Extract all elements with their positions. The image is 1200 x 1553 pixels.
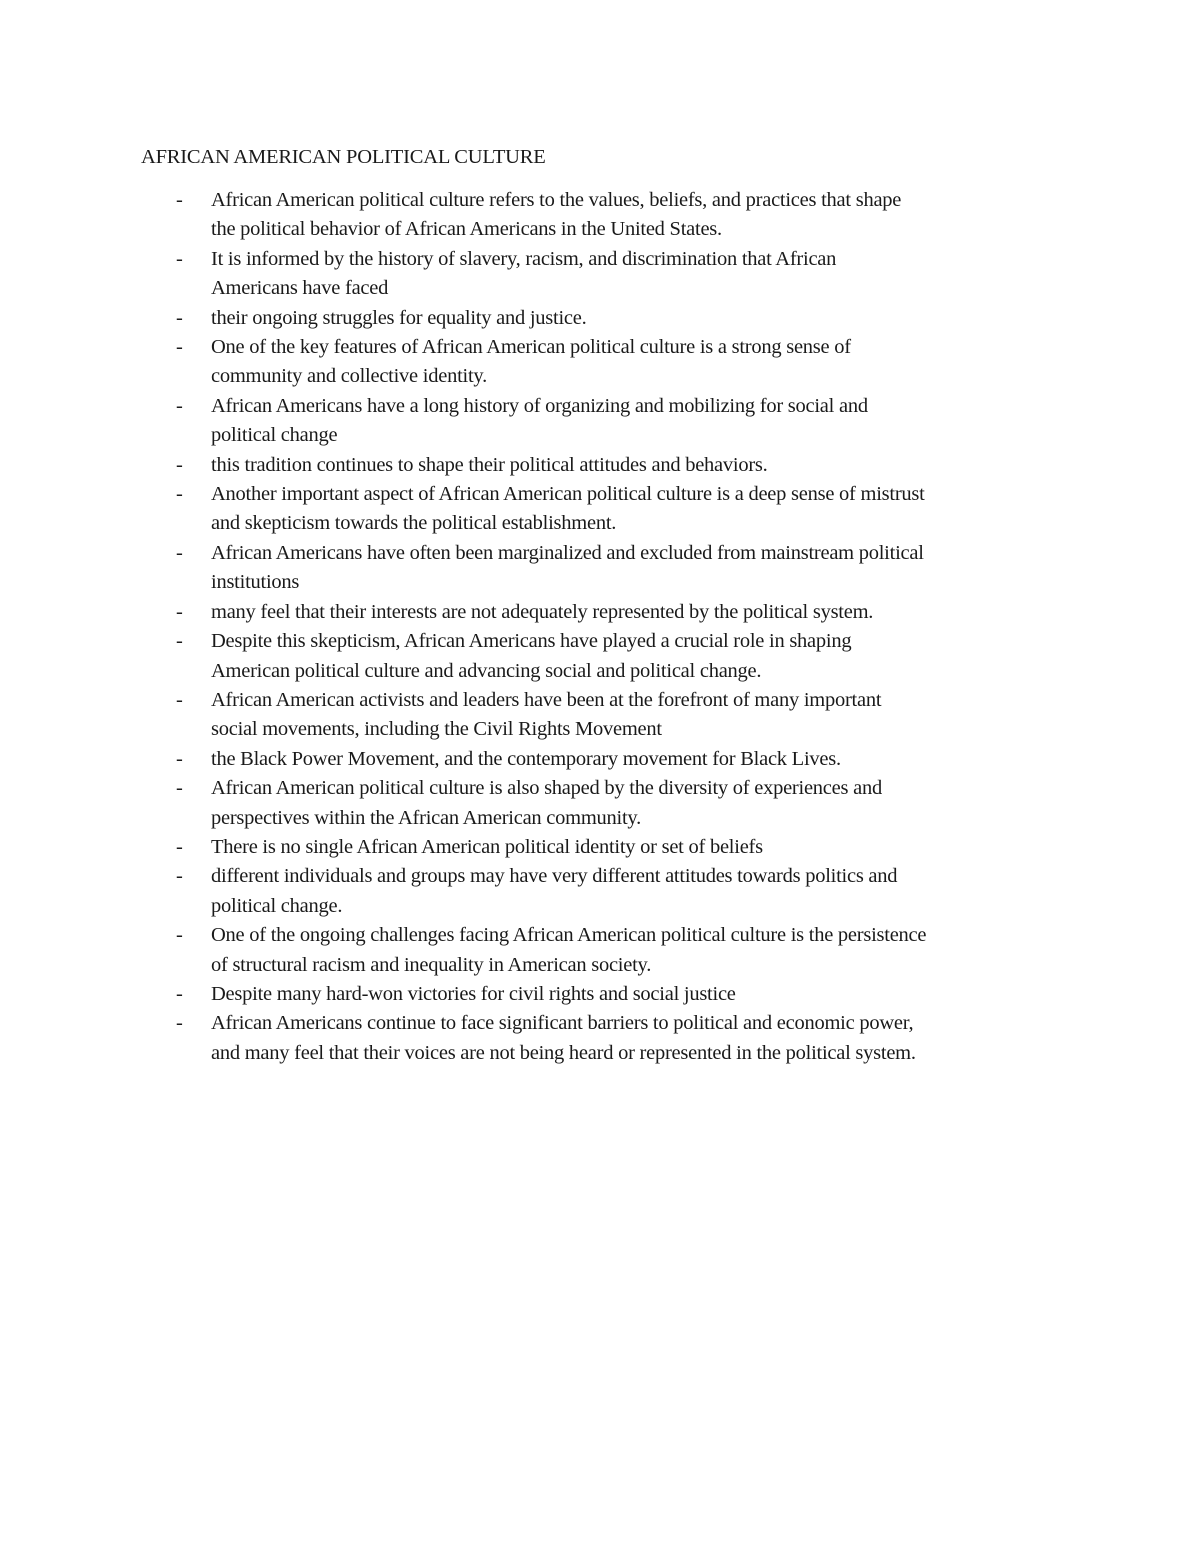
bullet-dash: - xyxy=(176,924,183,947)
list-item xyxy=(176,598,1076,627)
bullet-dash: - xyxy=(176,1012,183,1035)
list-item-text-line: different individuals and groups may have very different attitudes towards politics and xyxy=(211,865,898,888)
list-item xyxy=(176,921,1076,980)
list-item-text-line: African Americans have often been marginalized and excluded from mainstream political xyxy=(211,541,924,564)
bullet-dash: - xyxy=(176,747,183,770)
bullet-dash: - xyxy=(176,306,183,329)
list-item-text-line: social movements, including the Civil Rights Movement xyxy=(211,718,662,741)
list-item-text-line: Despite this skepticism, African Americans have played a crucial role in shaping xyxy=(211,630,852,653)
list-item-text-line: African Americans have a long history of organizing and mobilizing for social and xyxy=(211,394,868,417)
list-item-text-line: Another important aspect of African American political culture is a deep sense of mistrust xyxy=(211,483,925,506)
list-item-text-line: African American activists and leaders have been at the forefront of many important xyxy=(211,688,882,711)
list-item xyxy=(176,333,1076,392)
bullet-dash: - xyxy=(176,394,183,417)
list-item xyxy=(176,304,1076,333)
list-item xyxy=(176,833,1076,862)
list-item-text-line: community and collective identity. xyxy=(211,365,487,388)
list-item-text-line: Americans have faced xyxy=(211,277,389,300)
bullet-dash: - xyxy=(176,630,183,653)
list-item-text-line: African American political culture refers to the values, beliefs, and practices that shape xyxy=(211,189,902,211)
list-item xyxy=(176,539,1076,598)
list-item xyxy=(176,480,1076,539)
bullet-dash: - xyxy=(176,777,183,800)
list-item-text-line: the Black Power Movement, and the contemporary movement for Black Lives. xyxy=(211,747,841,770)
bullet-dash: - xyxy=(176,189,183,211)
list-item-text-line: One of the ongoing challenges facing African American political culture is the persistence xyxy=(211,924,927,947)
list-item-text-line: and skepticism towards the political establishment. xyxy=(211,512,617,535)
document-title: AFRICAN AMERICAN POLITICAL CULTURE xyxy=(141,146,546,168)
list-item-text-line: Despite many hard-won victories for civil rights and social justice xyxy=(211,982,736,1005)
list-item-text-line: many feel that their interests are not adequately represented by the political system. xyxy=(211,600,874,623)
bullet-dash: - xyxy=(176,688,183,711)
bullet-dash: - xyxy=(176,835,183,858)
list-item xyxy=(176,245,1076,304)
bullet-dash: - xyxy=(176,865,183,888)
list-item-text-line: perspectives within the African American community. xyxy=(211,806,641,829)
list-item-text-line: political change. xyxy=(211,894,343,917)
bullet-dash: - xyxy=(176,453,183,476)
list-item xyxy=(176,774,1076,833)
list-item xyxy=(176,862,1076,921)
list-item-text-line: the political behavior of African Americans in the United States. xyxy=(211,218,722,241)
bullet-list xyxy=(176,186,1076,1068)
list-item xyxy=(176,980,1076,1009)
bullet-dash: - xyxy=(176,600,183,623)
list-item xyxy=(176,627,1076,686)
list-item-text-line: this tradition continues to shape their political attitudes and behaviors. xyxy=(211,453,768,476)
list-item xyxy=(176,451,1076,480)
list-item-text-line: One of the key features of African American political culture is a strong sense of xyxy=(211,336,851,359)
bullet-dash: - xyxy=(176,483,183,506)
list-item-text-line: African American political culture is also shaped by the diversity of experiences and xyxy=(211,777,882,800)
list-item-text-line: There is no single African American political identity or set of beliefs xyxy=(211,835,763,858)
list-item xyxy=(176,186,1076,245)
list-item xyxy=(176,686,1076,745)
bullet-dash: - xyxy=(176,982,183,1005)
list-item xyxy=(176,745,1076,774)
bullet-dash: - xyxy=(176,336,183,359)
list-item-text-line: their ongoing struggles for equality and justice. xyxy=(211,306,587,329)
list-item-text-line: It is informed by the history of slavery, racism, and discrimination that African xyxy=(211,247,837,270)
bullet-dash: - xyxy=(176,247,183,270)
list-item-text-line: of structural racism and inequality in American society. xyxy=(211,953,652,976)
bullet-dash: - xyxy=(176,541,183,564)
list-item xyxy=(176,392,1076,451)
list-item-text-line: American political culture and advancing social and political change. xyxy=(211,659,762,682)
list-item-text-line: political change xyxy=(211,424,338,447)
list-item xyxy=(176,1009,1076,1068)
list-item-text-line: African Americans continue to face significant barriers to political and economic power, xyxy=(211,1012,914,1035)
list-item-text-line: and many feel that their voices are not being heard or represented in the political system. xyxy=(211,1041,916,1064)
list-item-text-line: institutions xyxy=(211,571,300,594)
